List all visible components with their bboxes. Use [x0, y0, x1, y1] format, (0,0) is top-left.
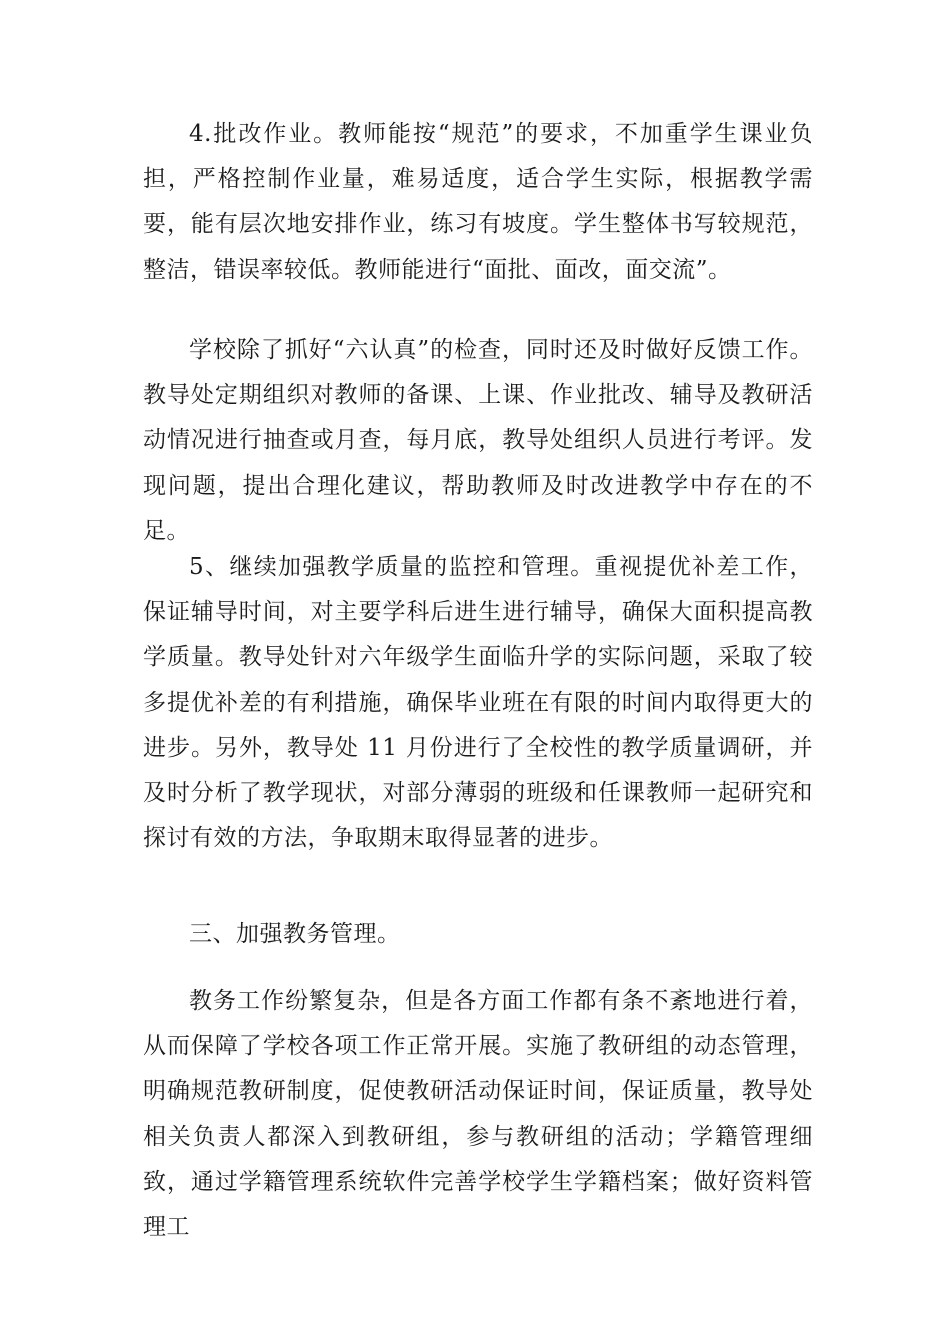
paragraph-quality-monitoring: 5、继续加强教学质量的监控和管理。重视提优补差工作，保证辅导时间，对主要学科后进生进行辅导，确保大面积提高教学质量。教导处针对六年级学生面临升学的实际问题，采取了较多提优补差的有利措施，确保毕业班在有限的时间内取得更大的进步。另外，教导处 11 月份进行了全校性的教学质量调研，并及时分析了教学现状，对部分薄弱的班级和任课教师一起研究和探讨有效的方法，争取期末取得显著的进步。	[143, 554, 813, 852]
paragraph-feedback-work: 学校除了抓好“六认真”的检查，同时还及时做好反馈工作。教导处定期组织对教师的备课、上课、作业批改、辅导及教研活动情况进行抽查或月查，每月底，教导处组织人员进行考评。发现问题，提出合理化建议，帮助教师及时改进教学中存在的不足。	[143, 337, 813, 544]
section-heading-academic-affairs: 三、加强教务管理。	[189, 921, 401, 947]
paragraph-academic-affairs: 教务工作纷繁复杂，但是各方面工作都有条不紊地进行着，从而保障了学校各项工作正常开展。实施了教研组的动态管理，明确规范教研制度，促使教研活动保证时间，保证质量，教导处相关负责人都深入到教研组，参与教研组的活动；学籍管理细致，通过学籍管理系统软件完善学校学生学籍档案；做好资料管理工	[143, 988, 813, 1241]
paragraph-homework-correction: 4.批改作业。教师能按“规范”的要求，不加重学生课业负担，严格控制作业量，难易适度，适合学生实际，根据教学需要，能有层次地安排作业，练习有坡度。学生整体书写较规范，整洁，错误率较低。教师能进行“面批、面改，面交流”。	[143, 121, 813, 283]
